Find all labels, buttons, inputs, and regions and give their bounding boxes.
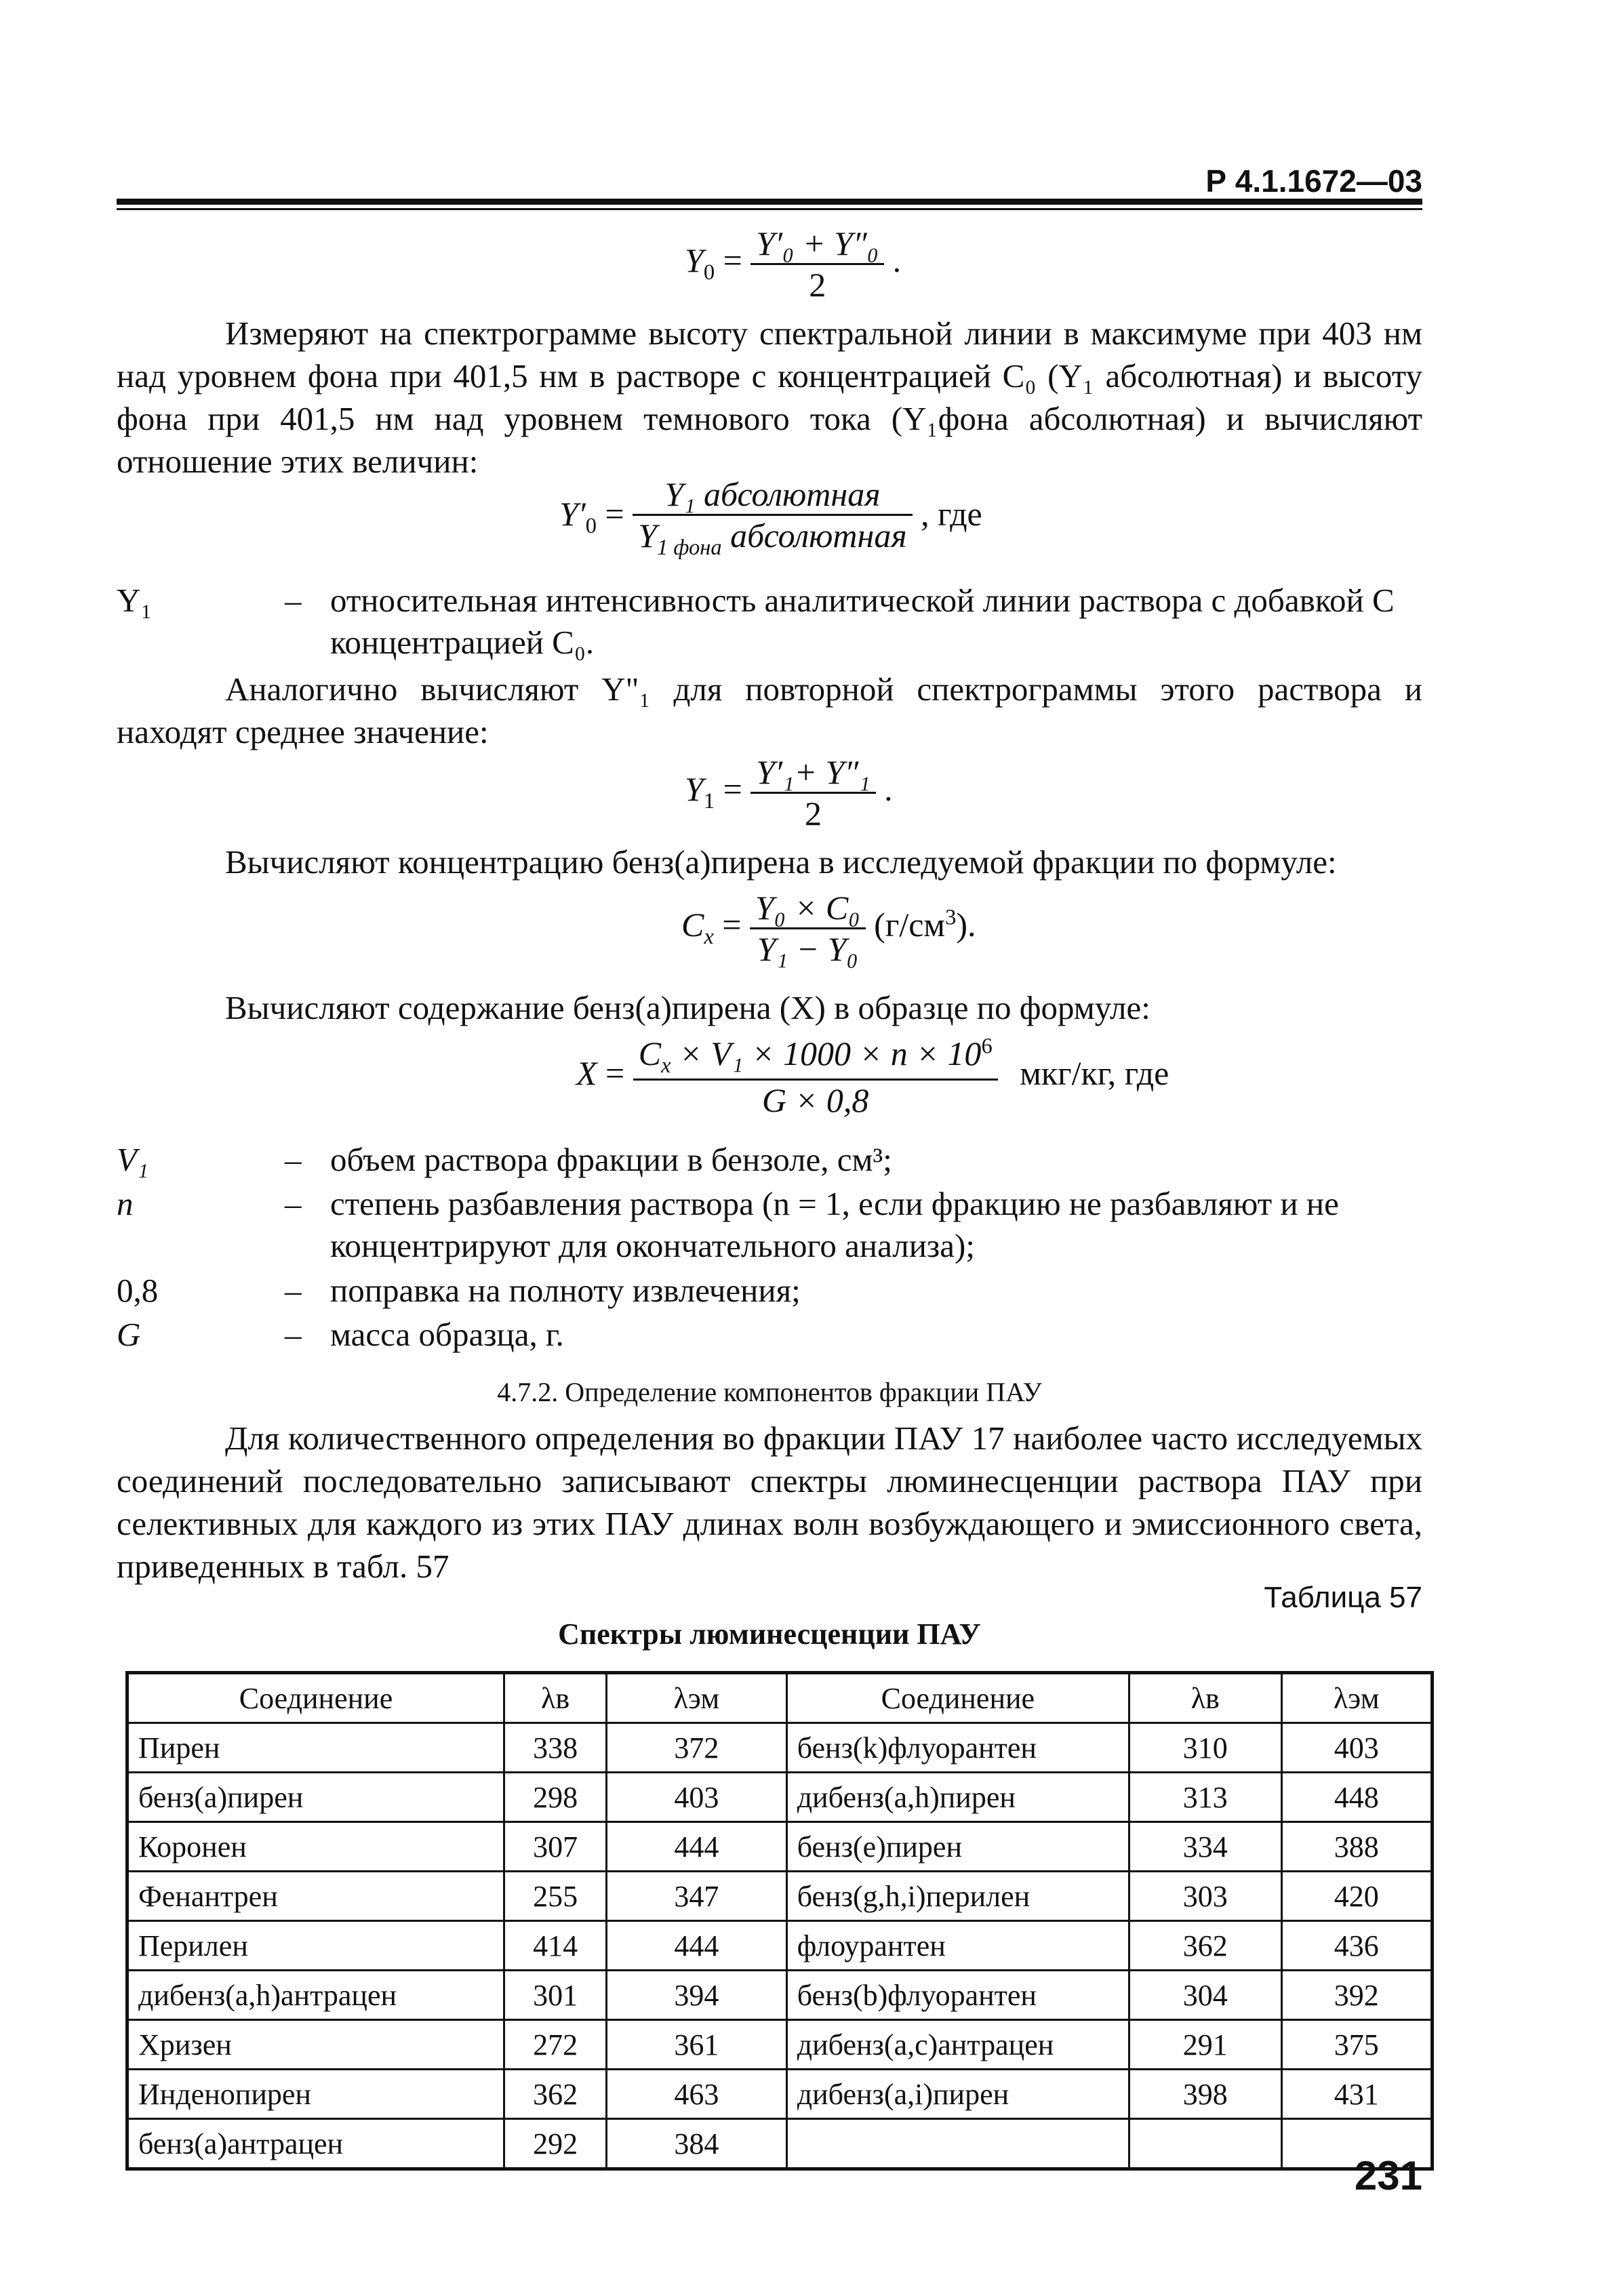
cell-value: 444 — [607, 1822, 787, 1872]
header-lambda-em-1: λэм — [607, 1673, 787, 1723]
cell-compound: дибенз(а,i)пирен — [786, 2070, 1129, 2119]
cell-value: 362 — [1129, 1921, 1281, 1971]
header-rule-thin — [117, 208, 1422, 210]
cell-value: 463 — [607, 2070, 787, 2119]
cell-compound: бенз(е)пирен — [786, 1822, 1129, 1872]
cell-value: 431 — [1281, 2070, 1432, 2119]
header-compound-2: Соединение — [786, 1673, 1129, 1723]
table-row — [127, 1971, 1433, 2020]
table-header-row — [127, 1673, 1433, 1723]
paragraph-content: Вычисляют содержание бенз(а)пирена (X) в образце по формуле: — [225, 989, 1150, 1026]
cell-value: 304 — [1129, 1971, 1281, 2020]
cell-value: 362 — [504, 2070, 607, 2119]
cell-value: 255 — [504, 1872, 607, 1921]
table-title: Спектры люминесценции ПАУ — [558, 1617, 981, 1651]
cell-value: 448 — [1281, 1773, 1432, 1822]
cell-compound: бенз(b)флуорантен — [786, 1971, 1129, 2020]
paragraph-concentration: Вычисляют концентрацию бенз(а)пирена в исследуемой фракции по формуле: — [225, 843, 1337, 881]
paragraph-pah-spectra: Для количественного определения во фракции ПАУ 17 наиболее часто исследуемых соединений последовательно записывают спектры люминесценции раствора ПАУ при селективных для каждого из этих ПАУ длинах волн возбуждающего и эмиссионного света, приведенных в табл. 57 — [117, 1419, 1422, 1585]
cell-value: 338 — [504, 1723, 607, 1773]
cell-value: 392 — [1281, 1971, 1432, 2020]
formula-y1-mean: $Y_1$ = $\frac{\text{Y′₁+ Y″₁}}{2}$ . — [685, 753, 893, 832]
table-row — [127, 1723, 1433, 1773]
cell-value: 388 — [1281, 1822, 1432, 1872]
cell-value: 403 — [607, 1773, 787, 1822]
cell-value: 375 — [1281, 2020, 1432, 2070]
table-row — [127, 1773, 1433, 1822]
formula-cx: $C_x$ = $\frac{\text{Y₀ × C₀}}{\text{Y₁ − Y₀}}$ $(г/см^3)$. — [681, 889, 976, 968]
cell-compound: Пирен — [127, 1723, 504, 1773]
formula-y0-ratio: $Y'_0$ = $\frac{\text{Y₁ абсолютная}}{Y_{1 фона} абсолютная}$ , где — [559, 475, 982, 560]
cell-compound: Коронен — [127, 1822, 504, 1872]
table-row — [127, 1822, 1433, 1872]
header-compound-1: Соединение — [127, 1673, 504, 1723]
table-row — [127, 2020, 1433, 2070]
cell-value: 398 — [1129, 2070, 1281, 2119]
cell-compound: дибенз(a,h)антрацен — [127, 1971, 504, 2020]
cell-value: 298 — [504, 1773, 607, 1822]
cell-compound: бенз(g,h,i)перилен — [786, 1872, 1129, 1921]
cell-value: 372 — [607, 1723, 787, 1773]
cell-value: 303 — [1129, 1872, 1281, 1921]
cell-value: 444 — [607, 1921, 787, 1971]
cell-value: 414 — [504, 1921, 607, 1971]
cell-value: 361 — [607, 2020, 787, 2070]
cell-compound: бенз(а)антрацен — [127, 2119, 504, 2169]
header-lambda-ex-2: λв — [1129, 1673, 1281, 1723]
header-rule-thick — [117, 199, 1422, 205]
cell-value: 384 — [607, 2119, 787, 2169]
cell-value: 420 — [1281, 1872, 1432, 1921]
cell-value: 291 — [1129, 2020, 1281, 2070]
cell-compound: дибенз(а,с)антрацен — [786, 2020, 1129, 2070]
cell-value: 347 — [607, 1872, 787, 1921]
cell-value: 292 — [504, 2119, 607, 2169]
cell-compound: Инденопирен — [127, 2070, 504, 2119]
header-lambda-ex-1: λв — [504, 1673, 607, 1723]
cell-value: 301 — [504, 1971, 607, 2020]
formula-y0-mean: $Y_0$ = $\frac{\text{Y′₀ + Y″₀}}{2}$ . — [685, 224, 902, 304]
cell-compound: Фенантрен — [127, 1872, 504, 1921]
paragraph-measurement: Измеряют на спектрограмме высоту спектральной линии в максимуме при 403 нм над уровнем фона при 401,5 нм в растворе с концентрацией C₀ (Y₁ абсолютная) и высоту фона при 401,5 нм над уровнем темнового тока (Y₁фона абсолютная) и вычисляют отношение этих величин: — [117, 315, 1422, 480]
table-row — [127, 2119, 1433, 2169]
header-lambda-em-2: λэм — [1281, 1673, 1432, 1723]
cell-value: 403 — [1281, 1723, 1432, 1773]
section-heading: 4.7.2. Определение компонентов фракции ПАУ — [497, 1377, 1042, 1407]
paragraph-repeat: Аналогично вычисляют Y"₁ для повторной спектрограммы этого раствора и находят среднее значение: — [117, 670, 1422, 750]
luminescence-table — [125, 1671, 1434, 2171]
cell-value — [1129, 2119, 1281, 2169]
document-code: Р 4.1.1672—03 — [1205, 163, 1422, 199]
cell-value: 307 — [504, 1822, 607, 1872]
cell-value: 334 — [1129, 1822, 1281, 1872]
cell-value: 394 — [607, 1971, 787, 2020]
cell-compound: бенз(а)пирен — [127, 1773, 504, 1822]
cell-value: 313 — [1129, 1773, 1281, 1822]
cell-value: 310 — [1129, 1723, 1281, 1773]
table-label: Таблица 57 — [1264, 1581, 1422, 1614]
cell-compound: Перилен — [127, 1921, 504, 1971]
formula-x: X = $\frac{C_x \times V_1 \times 1000 \times n \times 10^6}{G \times 0,8}$ мкг/кг, где — [576, 1034, 1169, 1119]
cell-compound: флоурантен — [786, 1921, 1129, 1971]
cell-compound: Хризен — [127, 2020, 504, 2070]
cell-value: 272 — [504, 2020, 607, 2070]
cell-compound — [786, 2119, 1129, 2169]
table-row — [127, 1872, 1433, 1921]
cell-compound: дибенз(a,h)пирен — [786, 1773, 1129, 1822]
cell-value: 436 — [1281, 1921, 1432, 1971]
table-row — [127, 1921, 1433, 1971]
page-number: 231 — [1354, 2153, 1422, 2198]
cell-compound: бенз(k)флуорантен — [786, 1723, 1129, 1773]
table-row — [127, 2070, 1433, 2119]
